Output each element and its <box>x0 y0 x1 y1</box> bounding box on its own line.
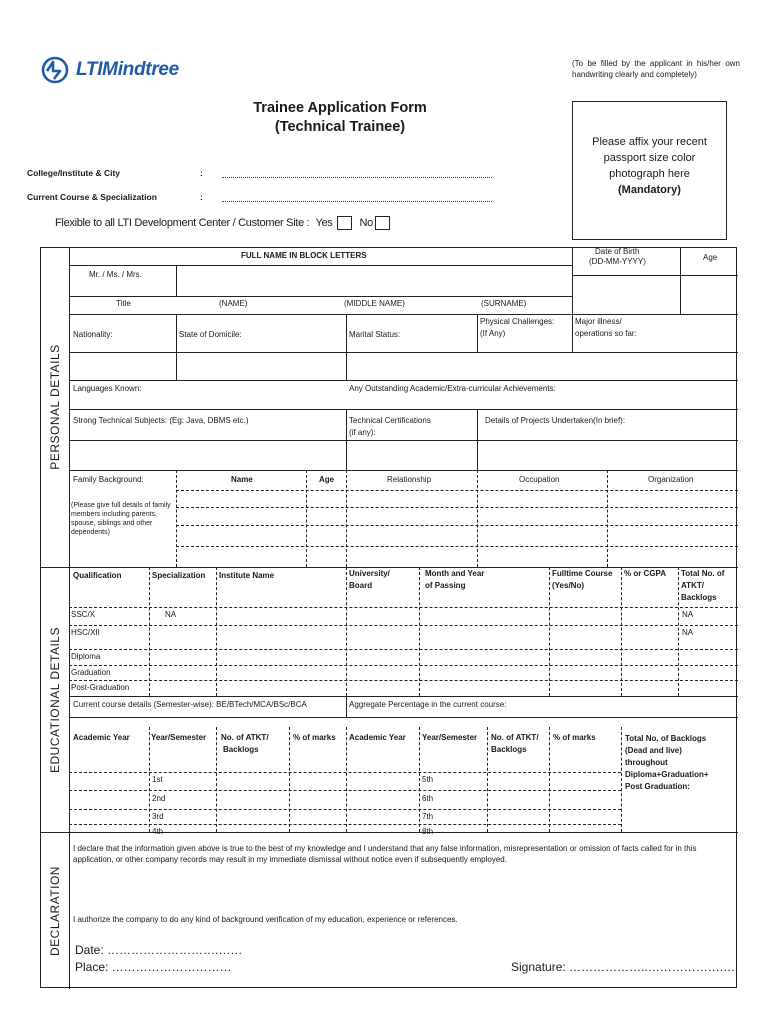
photo-line1: Please affix your recent <box>592 135 707 148</box>
yes-checkbox[interactable] <box>337 216 352 230</box>
ssc-atkt-na: NA <box>682 610 694 619</box>
total-backlogs-header: Total No. of Backlogs (Dead and live) throughout Diploma+Graduation+ Post Graduation: <box>625 734 709 791</box>
declaration-text: I declare that the information given above is true to the best of my knowledge and I understand that any false information, misrepresentation or omission of facts called for in this application, or other company records may result in my immediate dismissal without notice even if subsequently employed. <box>73 844 697 864</box>
qualification-header: Qualification <box>73 571 122 580</box>
family-col-age: Age <box>319 475 335 484</box>
family-background-label: Family Background: <box>73 475 144 484</box>
physical-challenges-sub: (If Any) <box>480 329 506 338</box>
strong-subjects-label: Strong Technical Subjects: (Eg: Java, DBMS etc.) <box>73 416 249 425</box>
flexible-location-line <box>55 216 398 230</box>
course-colon: : <box>200 192 203 202</box>
sem-4th: 4th <box>152 827 164 836</box>
hsc-atkt-na: NA <box>682 628 694 637</box>
age-label: Age <box>703 253 718 262</box>
section-divider-educational <box>41 567 738 568</box>
atkt-header-1: Total No. of <box>681 569 725 578</box>
academic-year-header-right: Academic Year <box>349 733 406 742</box>
college-colon: : <box>200 168 203 178</box>
current-course-label: Current course details (Semester-wise): BE/BTech/MCA/BSc/BCA <box>73 700 307 709</box>
form-title-line2: (Technical Trainee) <box>274 119 406 135</box>
row-diploma: Diploma <box>71 652 101 661</box>
year-sem-header-left: Year/Semester <box>151 733 207 742</box>
backlogs-header-left: Backlogs <box>223 745 259 754</box>
no-atkt-header-left: No. of ATKT/ <box>221 733 269 742</box>
name-label: (NAME) <box>219 299 248 308</box>
no-checkbox[interactable] <box>375 216 390 230</box>
photo-line2: passport size color <box>603 151 696 164</box>
brand-name: LTIMindtree <box>76 59 179 80</box>
college-input[interactable] <box>222 171 492 178</box>
section-personal-details: PERSONAL DETAILS <box>48 344 62 470</box>
nationality-label: Nationality: <box>73 330 113 339</box>
no-atkt-header-right: No. of ATKT/ <box>491 733 539 742</box>
middle-name-label: (MIDDLE NAME) <box>344 299 405 308</box>
section-educational-details: EDUCATIONAL DETAILS <box>48 627 62 773</box>
section-declaration: DECLARATION <box>48 866 62 956</box>
certifications-sub: (if any): <box>349 428 376 437</box>
major-illness-sub: operations so far: <box>575 329 637 338</box>
physical-challenges-label: Physical Challenges: <box>480 317 555 326</box>
row-post-graduation: Post-Graduation <box>71 683 130 692</box>
title-label: Title <box>116 299 131 308</box>
dob-label: Date of Birth <box>595 247 640 256</box>
application-form-table <box>40 247 737 988</box>
family-col-occupation: Occupation <box>519 475 560 484</box>
photo-box[interactable] <box>572 101 727 240</box>
sem-2nd: 2nd <box>152 794 166 803</box>
fulltime-header: Fulltime Course <box>552 569 613 578</box>
course-field <box>27 192 492 202</box>
year-sem-header-right: Year/Semester <box>422 733 478 742</box>
board-header: Board <box>349 581 373 590</box>
photo-line3: photograph here <box>609 167 690 180</box>
fill-instruction-note: (To be filled by the applicant in his/her own handwriting clearly and completely) <box>572 59 740 79</box>
row-ssc: SSC/X <box>71 610 96 619</box>
section-column-divider <box>69 248 70 989</box>
major-illness-label: Major illness/ <box>575 317 622 326</box>
sem-6th: 6th <box>422 794 434 803</box>
aggregate-label: Aggregate Percentage in the current course: <box>349 700 507 709</box>
backlogs-header-right: Backlogs <box>491 745 527 754</box>
company-logo <box>40 56 179 84</box>
place-field[interactable]: Place: ………………………… <box>75 960 232 974</box>
specialization-header: Specialization <box>152 571 206 580</box>
academic-year-header-left: Academic Year <box>73 733 130 742</box>
achievements-label: Any Outstanding Academic/Extra-curricular Achievements: <box>349 384 556 393</box>
form-title <box>180 99 500 137</box>
form-title-line1: Trainee Application Form <box>253 100 427 116</box>
atkt-header-2: ATKT/ <box>681 581 704 590</box>
sem-7th: 7th <box>422 812 434 821</box>
marks-header-left: % of marks <box>293 733 336 742</box>
course-input[interactable] <box>222 195 492 202</box>
sem-8th: 8th <box>422 827 434 836</box>
yes-label: Yes <box>315 217 333 229</box>
ssc-specialization-na: NA <box>165 610 177 619</box>
surname-label: (SURNAME) <box>481 299 527 308</box>
date-field[interactable]: Date: ……………………….…… <box>75 943 243 957</box>
course-label: Current Course & Specialization <box>27 192 157 202</box>
row-graduation: Graduation <box>71 668 111 677</box>
ltimindtree-logo-icon <box>40 56 70 84</box>
languages-label: Languages Known: <box>73 384 142 393</box>
marital-status-label: Marital Status: <box>349 330 401 339</box>
family-col-name: Name <box>231 475 253 484</box>
certifications-label: Technical Certifications <box>349 416 431 425</box>
sem-5th: 5th <box>422 775 434 784</box>
university-header: University/ <box>349 569 390 578</box>
family-col-relationship: Relationship <box>387 475 432 484</box>
passing-header: of Passing <box>425 581 466 590</box>
photo-mandatory: (Mandatory) <box>618 183 681 196</box>
month-year-header: Month and Year <box>425 569 485 578</box>
sem-1st: 1st <box>152 775 163 784</box>
college-field <box>27 168 492 178</box>
dob-format: (DD-MM-YYYY) <box>589 257 646 266</box>
college-label: College/Institute & City <box>27 168 121 178</box>
fulltime-sub-header: (Yes/No) <box>552 581 585 590</box>
family-col-organization: Organization <box>648 475 694 484</box>
signature-field[interactable]: Signature: ………………..……………….… <box>511 960 736 974</box>
atkt-header-3: Backlogs <box>681 593 717 602</box>
salutation-label: Mr. / Ms. / Mrs. <box>89 270 142 279</box>
authorization-text: I authorize the company to do any kind of background verification of my education, experience or references. <box>73 915 458 924</box>
family-note: (Please give full details of family members including parents, spouse, siblings and other dependents) <box>71 502 171 536</box>
cgpa-header: % or CGPA <box>624 569 667 578</box>
domicile-label: State of Domicile: <box>179 330 242 339</box>
no-label: No <box>359 217 373 229</box>
sem-3rd: 3rd <box>152 812 164 821</box>
row-hsc: HSC/XII <box>71 628 100 637</box>
section-divider-declaration <box>41 832 738 833</box>
flexible-label: Flexible to all LTI Development Center / Customer Site : <box>55 217 310 229</box>
full-name-header: FULL NAME IN BLOCK LETTERS <box>241 251 367 260</box>
institute-header: Institute Name <box>219 571 275 580</box>
projects-label: Details of Projects Undertaken(In brief): <box>485 416 626 425</box>
marks-header-right: % of marks <box>553 733 596 742</box>
